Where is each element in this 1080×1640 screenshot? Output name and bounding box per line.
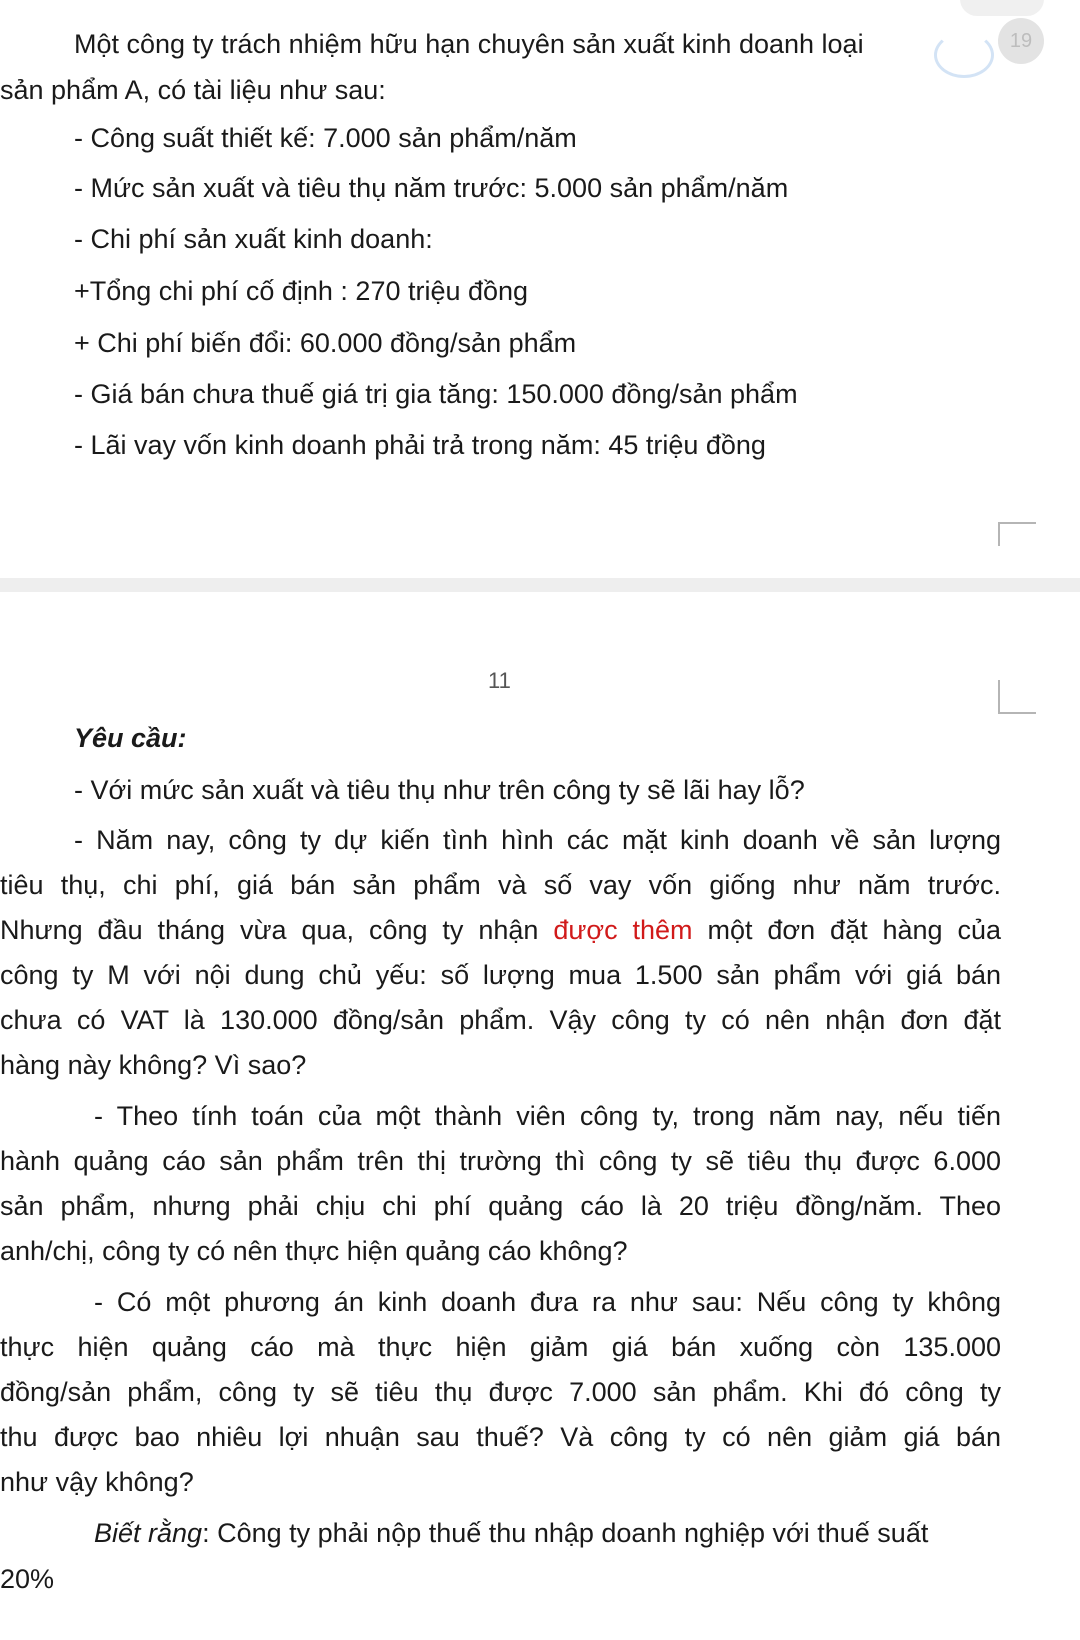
question-2-line-2: tiêu thụ, chi phí, giá bán sản phẩm và số vay vốn giống như năm trước.	[0, 870, 1001, 900]
page-corner-mark-top	[998, 522, 1036, 546]
question-4-line-1: - Có một phương án kinh doanh đưa ra như sau: Nếu công ty không	[94, 1287, 1001, 1317]
question-3-line-3: sản phẩm, nhưng phải chịu chi phí quảng cáo là 20 triệu đồng/năm. Theo	[0, 1191, 1001, 1221]
question-3-line-2: hành quảng cáo sản phẩm trên thị trường thì công ty sẽ tiêu thụ được 6.000	[0, 1146, 1001, 1176]
note-label: Biết rằng	[94, 1518, 203, 1548]
question-2-line-5: chưa có VAT là 130.000 đồng/sản phẩm. Vậy công ty có nên nhận đơn đặt	[0, 1005, 1001, 1035]
question-2-line-4: công ty M với nội dung chủ yếu: số lượng mua 1.500 sản phẩm với giá bán	[0, 960, 1001, 990]
requirements-title: Yêu cầu:	[74, 723, 187, 753]
question-2-line-1: - Năm nay, công ty dự kiến tình hình các mặt kinh doanh về sản lượng	[74, 825, 1001, 855]
fact-last-year-output: - Mức sản xuất và tiêu thụ năm trước: 5.000 sản phẩm/năm	[74, 173, 789, 203]
page-separator	[0, 578, 1080, 592]
fact-design-capacity: - Công suất thiết kế: 7.000 sản phẩm/năm	[74, 123, 577, 153]
intro-line-2: sản phẩm A, có tài liệu như sau:	[0, 75, 386, 105]
note-line-1	[94, 1517, 928, 1549]
question-4-line-4: thu được bao nhiêu lợi nhuận sau thuế? Và công ty có nên giảm giá bán	[0, 1422, 1001, 1452]
question-2-line-3-end: một đơn đặt hàng của	[692, 915, 1002, 945]
note-line-2: 20%	[0, 1564, 55, 1594]
page-corner-mark-bottom	[998, 680, 1036, 714]
avatar-bubble-overlay	[960, 0, 1044, 16]
fact-variable-cost: + Chi phí biến đổi: 60.000 đồng/sản phẩm	[74, 328, 577, 358]
question-4-line-3: đồng/sản phẩm, công ty sẽ tiêu thụ được 7.000 sản phẩm. Khi đó công ty	[0, 1377, 1001, 1407]
question-2-line-3	[0, 914, 1001, 946]
question-1: - Với mức sản xuất và tiêu thụ như trên công ty sẽ lãi hay lỗ?	[74, 775, 805, 805]
avatar-ring-overlay	[934, 32, 994, 78]
question-2-line-3-start: Nhưng đầu tháng vừa qua, công ty nhận	[0, 915, 554, 945]
question-3-line-1: - Theo tính toán của một thành viên công ty, trong năm nay, nếu tiến	[94, 1101, 1001, 1131]
question-3-line-4: anh/chị, công ty có nên thực hiện quảng cáo không?	[0, 1236, 628, 1266]
question-4-line-5: như vậy không?	[0, 1467, 194, 1497]
note-text: : Công ty phải nộp thuế thu nhập doanh nghiệp với thuế suất	[202, 1518, 929, 1548]
fact-costs-heading: - Chi phí sản xuất kinh doanh:	[74, 224, 433, 254]
fact-fixed-cost: +Tổng chi phí cố định : 270 triệu đồng	[74, 276, 529, 306]
fact-loan-interest: - Lãi vay vốn kinh doanh phải trả trong năm: 45 triệu đồng	[74, 430, 766, 460]
question-4-line-2: thực hiện quảng cáo mà thực hiện giảm giá bán xuống còn 135.000	[0, 1332, 1001, 1362]
question-2-line-6: hàng này không? Vì sao?	[0, 1050, 307, 1080]
page-number: 11	[488, 668, 511, 693]
fact-selling-price: - Giá bán chưa thuế giá trị gia tăng: 150.000 đồng/sản phẩm	[74, 379, 798, 409]
page-badge: 19	[998, 18, 1044, 64]
intro-line-1: Một công ty trách nhiệm hữu hạn chuyên sản xuất kinh doanh loại	[74, 29, 864, 59]
highlighted-text: được thêm	[553, 915, 693, 945]
